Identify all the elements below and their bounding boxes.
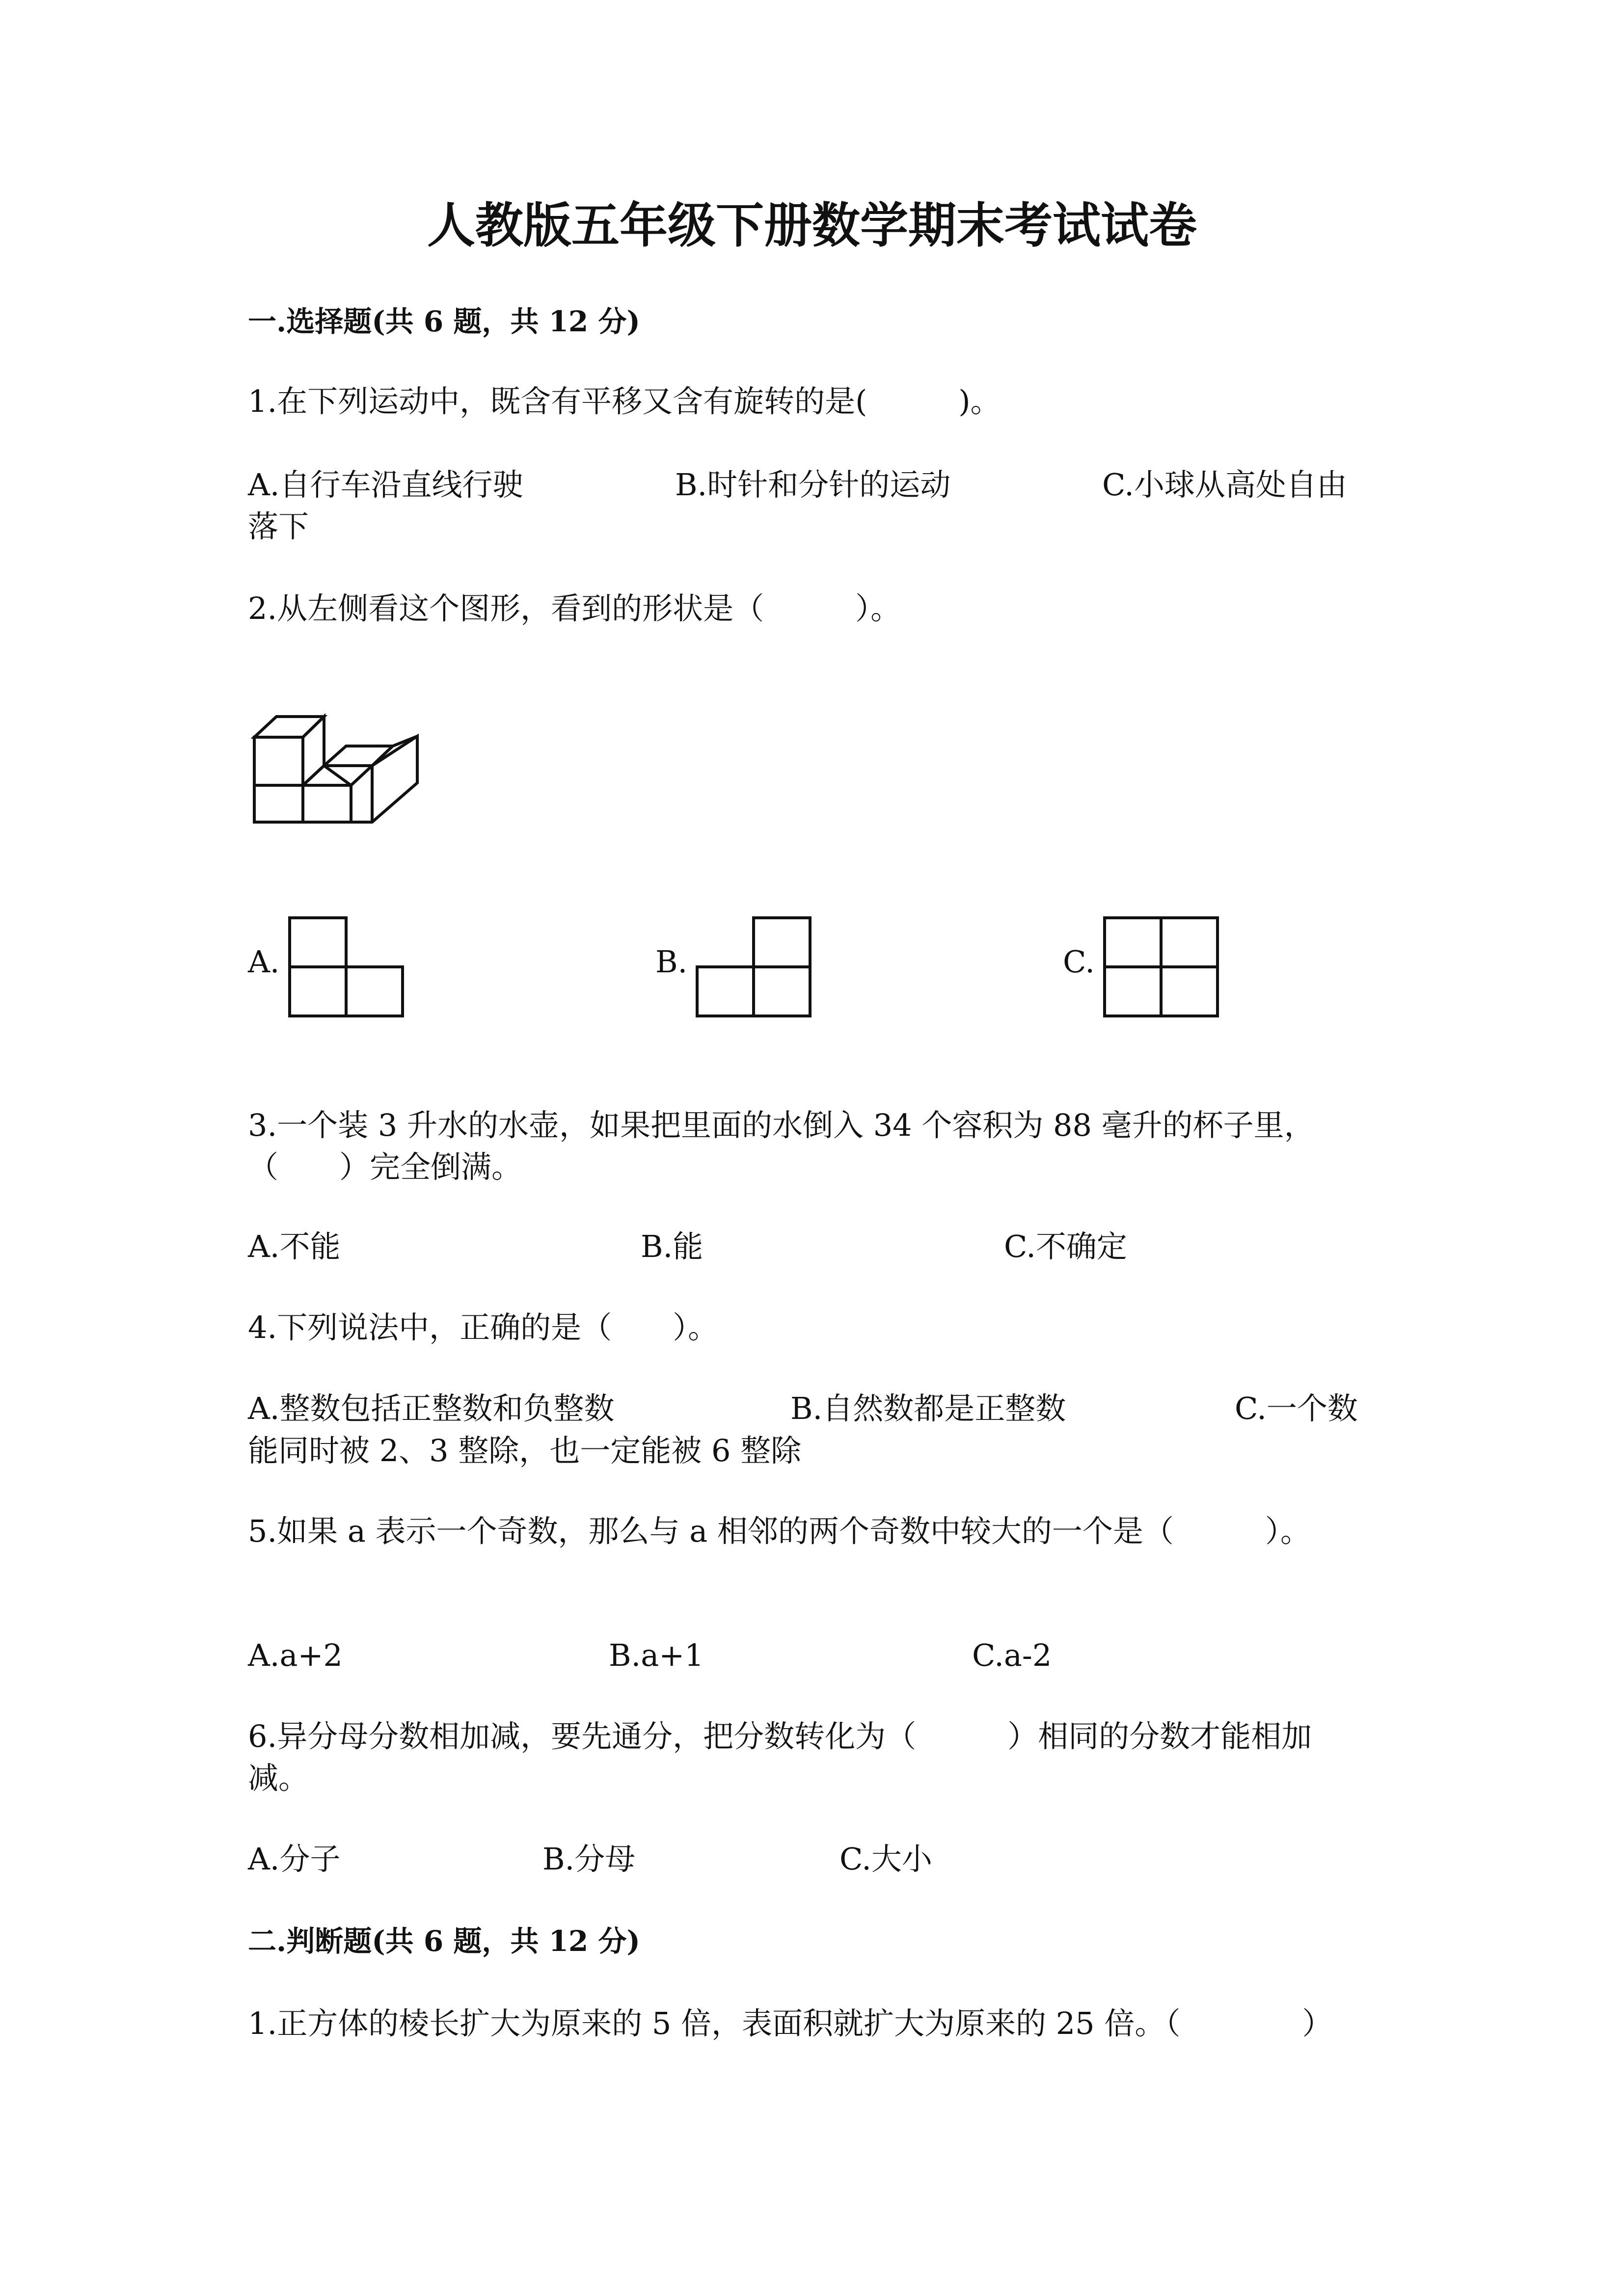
q3-option-b: B.能: [641, 1228, 704, 1264]
q1-option-c: C.小球从高处自由: [1102, 467, 1347, 503]
q2-option-a-shape: [287, 915, 405, 1018]
q5-option-c: C.a-2: [972, 1637, 1052, 1673]
q2-option-c: C.: [1063, 944, 1095, 980]
q4-option-a: A.整数包括正整数和负整数: [248, 1390, 615, 1426]
question-6-stem-line1: 6.异分母分数相加减，要先通分，把分数转化为（ ）相同的分数才能相加: [248, 1718, 1312, 1754]
q2-option-b-shape: [695, 915, 812, 1018]
q2-option-b: B.: [655, 944, 688, 980]
q1-option-b: B.时针和分针的运动: [675, 467, 951, 503]
q1-option-c-continued: 落下: [248, 508, 309, 544]
question-2-stem: 2.从左侧看这个图形，看到的形状是（ ）。: [248, 590, 901, 626]
q5-option-a: A.a+2: [248, 1637, 343, 1673]
question-3-stem-line2: （ ）完全倒满。: [248, 1149, 522, 1185]
q6-option-b: B.分母: [542, 1841, 636, 1877]
judgement-question-1-stem: 1.正方体的棱长扩大为原来的 5 倍，表面积就扩大为原来的 25 倍。（ ）: [248, 2005, 1333, 2041]
q4-option-c: C.一个数: [1235, 1390, 1358, 1426]
page-title: 人教版五年级下册数学期末考试试卷: [427, 197, 1197, 254]
q2-option-a: A.: [248, 944, 280, 980]
q4-option-b: B.自然数都是正整数: [790, 1390, 1066, 1426]
section-heading-judgement: 二.判断题(共 6 题，共 12 分): [248, 1924, 640, 1958]
question-5-stem: 5.如果 a 表示一个奇数，那么与 a 相邻的两个奇数中较大的一个是（ ）。: [248, 1513, 1311, 1549]
cube-stack-figure: [245, 697, 432, 829]
q3-option-c: C.不确定: [1004, 1228, 1127, 1264]
question-3-stem-line1: 3.一个装 3 升水的水壶，如果把里面的水倒入 34 个容积为 88 毫升的杯子里，: [248, 1107, 1315, 1143]
question-1-stem: 1.在下列运动中，既含有平移又含有旋转的是( )。: [248, 383, 1001, 419]
question-4-stem: 4.下列说法中，正确的是（ ）。: [248, 1309, 719, 1345]
q6-option-a: A.分子: [248, 1841, 341, 1877]
q2-option-c-shape: [1102, 915, 1220, 1018]
q6-option-c: C.大小: [839, 1841, 932, 1877]
q3-option-a: A.不能: [248, 1228, 341, 1264]
q1-option-a: A.自行车沿直线行驶: [248, 467, 523, 503]
question-6-stem-line2: 减。: [248, 1760, 309, 1796]
q4-option-c-continued: 能同时被 2、3 整除，也一定能被 6 整除: [248, 1433, 802, 1468]
section-heading-choice: 一.选择题(共 6 题，共 12 分): [248, 305, 640, 338]
q5-option-b: B.a+1: [609, 1637, 704, 1673]
